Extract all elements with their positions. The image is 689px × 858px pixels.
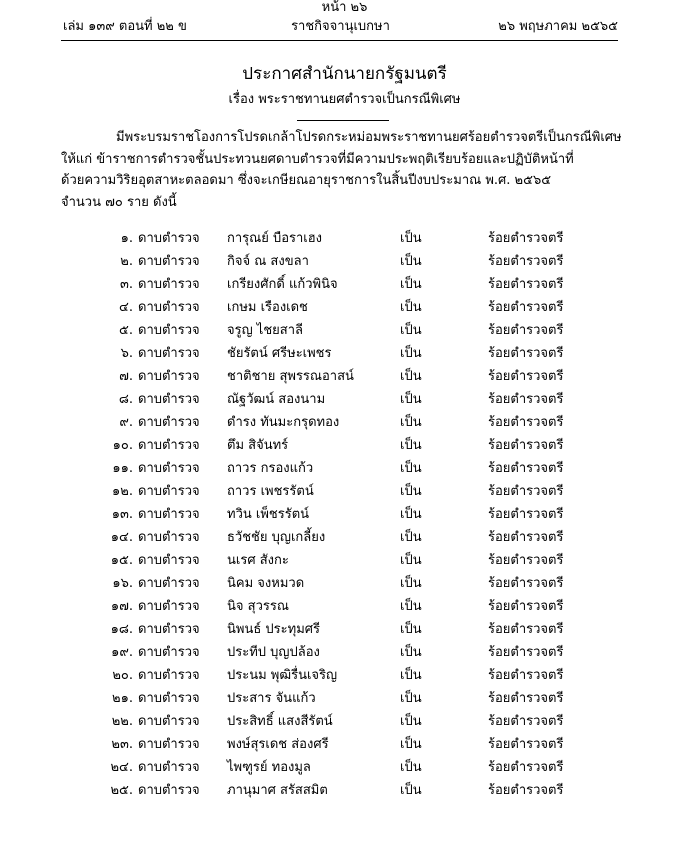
- list-item: [0, 411, 689, 434]
- gazette-header: [63, 18, 618, 36]
- entry-number: ๒๒.: [111, 714, 133, 729]
- entry-name: ประทีป บุญปล้อง: [227, 645, 320, 660]
- list-item: [0, 342, 689, 365]
- entry-rank: ดาบตำรวจ: [138, 415, 200, 430]
- entry-rank: ดาบตำรวจ: [138, 484, 200, 499]
- entry-as: เป็น: [400, 369, 422, 384]
- list-item: [0, 457, 689, 480]
- entry-number: ๗.: [119, 369, 133, 384]
- entry-name: นเรศ สังกะ: [227, 553, 289, 568]
- entry-number: ๑๐.: [112, 438, 133, 453]
- list-item: [0, 365, 689, 388]
- entry-number: ๑๑.: [112, 461, 133, 476]
- entry-rank: ดาบตำรวจ: [138, 231, 200, 246]
- entry-new-rank: ร้อยตำรวจตรี: [488, 691, 564, 706]
- entry-new-rank: ร้อยตำรวจตรี: [488, 231, 564, 246]
- entry-as: เป็น: [400, 231, 422, 246]
- entry-rank: ดาบตำรวจ: [138, 392, 200, 407]
- entry-number: ๔.: [119, 300, 133, 315]
- body-line: ให้แก่ ข้าราชการตำรวจชั้นประทวนยศดาบตำรวจที่มีความประพฤติเรียบร้อยและปฏิบัติหน้าที่: [61, 151, 574, 167]
- entry-number: ๒๕.: [110, 783, 133, 798]
- publication-name: ราชกิจจานุเบกษา: [291, 19, 390, 34]
- entry-as: เป็น: [400, 599, 422, 614]
- entry-new-rank: ร้อยตำรวจตรี: [488, 323, 564, 338]
- entry-rank: ดาบตำรวจ: [138, 277, 200, 292]
- promotion-list: [0, 227, 689, 802]
- entry-new-rank: ร้อยตำรวจตรี: [488, 530, 564, 545]
- list-item: [0, 664, 689, 687]
- entry-rank: ดาบตำรวจ: [138, 760, 200, 775]
- entry-number: ๒๓.: [111, 737, 133, 752]
- entry-new-rank: ร้อยตำรวจตรี: [488, 645, 564, 660]
- entry-as: เป็น: [400, 323, 422, 338]
- entry-number: ๕.: [119, 323, 133, 338]
- list-item: [0, 756, 689, 779]
- entry-name: ประสิทธิ์ แสงสีรัตน์: [227, 714, 333, 729]
- entry-rank: ดาบตำรวจ: [138, 530, 200, 545]
- entry-rank: ดาบตำรวจ: [138, 323, 200, 338]
- entry-name: กิจจ์ ณ สงขลา: [227, 254, 309, 269]
- entry-new-rank: ร้อยตำรวจตรี: [488, 461, 564, 476]
- entry-name: ตึม สิจันทร์: [227, 438, 289, 453]
- entry-new-rank: ร้อยตำรวจตรี: [488, 622, 564, 637]
- entry-as: เป็น: [400, 346, 422, 361]
- entry-name: ดำรง ทันมะกรุดทอง: [227, 415, 340, 430]
- entry-as: เป็น: [400, 668, 422, 683]
- entry-number: ๑๔.: [110, 530, 133, 545]
- entry-as: เป็น: [400, 530, 422, 545]
- entry-name: ประสาร จันแก้ว: [227, 691, 316, 706]
- entry-name: ภานุมาศ สรัสสมิต: [227, 783, 328, 798]
- announcement-subject: เรื่อง พระราชทานยศตำรวจเป็นกรณีพิเศษ: [228, 92, 461, 107]
- list-item: [0, 273, 689, 296]
- entry-new-rank: ร้อยตำรวจตรี: [488, 737, 564, 752]
- entry-as: เป็น: [400, 507, 422, 522]
- list-item: [0, 227, 689, 250]
- entry-number: ๖.: [120, 346, 133, 361]
- entry-number: ๑๖.: [112, 576, 133, 591]
- entry-as: เป็น: [400, 392, 422, 407]
- entry-name: ชัยรัตน์ ศรีษะเพชร: [227, 346, 332, 361]
- entry-number: ๓.: [119, 277, 133, 292]
- list-item: [0, 595, 689, 618]
- entry-rank: ดาบตำรวจ: [138, 737, 200, 752]
- entry-new-rank: ร้อยตำรวจตรี: [488, 346, 564, 361]
- entry-rank: ดาบตำรวจ: [138, 783, 200, 798]
- volume-issue: เล่ม ๑๓๙ ตอนที่ ๒๒ ข: [63, 19, 187, 34]
- entry-number: ๑๘.: [110, 622, 133, 637]
- entry-name: ประนม พุฒิรื่นเจริญ: [227, 668, 338, 683]
- entry-rank: ดาบตำรวจ: [138, 576, 200, 591]
- entry-rank: ดาบตำรวจ: [138, 714, 200, 729]
- entry-as: เป็น: [400, 438, 422, 453]
- entry-as: เป็น: [400, 300, 422, 315]
- entry-rank: ดาบตำรวจ: [138, 507, 200, 522]
- entry-name: นิพนธ์ ประทุมศรี: [227, 622, 320, 637]
- entry-name: นิจ สุวรรณ: [227, 599, 289, 614]
- list-item: [0, 549, 689, 572]
- entry-as: เป็น: [400, 737, 422, 752]
- list-item: [0, 480, 689, 503]
- entry-number: ๑๒.: [112, 484, 133, 499]
- entry-new-rank: ร้อยตำรวจตรี: [488, 760, 564, 775]
- list-item: [0, 526, 689, 549]
- entry-new-rank: ร้อยตำรวจตรี: [488, 277, 564, 292]
- entry-new-rank: ร้อยตำรวจตรี: [488, 599, 564, 614]
- entry-new-rank: ร้อยตำรวจตรี: [488, 507, 564, 522]
- list-item: [0, 388, 689, 411]
- entry-as: เป็น: [400, 277, 422, 292]
- entry-number: ๒๑.: [112, 691, 133, 706]
- entry-new-rank: ร้อยตำรวจตรี: [488, 484, 564, 499]
- subject-divider: [297, 120, 389, 121]
- entry-name: ถาวร กรองแก้ว: [227, 461, 314, 476]
- entry-name: นิคม จงหมวด: [227, 576, 305, 591]
- entry-name: ถาวร เพชรรัตน์: [227, 484, 314, 499]
- list-item: [0, 687, 689, 710]
- list-item: [0, 641, 689, 664]
- entry-rank: ดาบตำรวจ: [138, 254, 200, 269]
- entry-rank: ดาบตำรวจ: [138, 645, 200, 660]
- entry-as: เป็น: [400, 645, 422, 660]
- entry-number: ๒๐.: [112, 668, 133, 683]
- entry-name: ทวิน เพ็ชรรัตน์: [227, 507, 310, 522]
- entry-as: เป็น: [400, 783, 422, 798]
- entry-as: เป็น: [400, 714, 422, 729]
- entry-rank: ดาบตำรวจ: [138, 599, 200, 614]
- entry-number: ๑๕.: [110, 553, 133, 568]
- entry-name: ชาติชาย สุพรรณอาสน์: [227, 369, 354, 384]
- entry-rank: ดาบตำรวจ: [138, 691, 200, 706]
- entry-rank: ดาบตำรวจ: [138, 346, 200, 361]
- entry-as: เป็น: [400, 254, 422, 269]
- entry-new-rank: ร้อยตำรวจตรี: [488, 783, 564, 798]
- list-item: [0, 503, 689, 526]
- entry-rank: ดาบตำรวจ: [138, 622, 200, 637]
- entry-new-rank: ร้อยตำรวจตรี: [488, 300, 564, 315]
- announcement-body: [61, 127, 622, 213]
- entry-rank: ดาบตำรวจ: [138, 553, 200, 568]
- list-item: [0, 250, 689, 273]
- entry-new-rank: ร้อยตำรวจตรี: [488, 254, 564, 269]
- entry-name: จรูญ ไชยสาลี: [227, 323, 303, 338]
- entry-name: ณัฐวัฒน์ สองนาม: [227, 392, 326, 407]
- list-item: [0, 733, 689, 756]
- entry-new-rank: ร้อยตำรวจตรี: [488, 714, 564, 729]
- list-item: [0, 779, 689, 802]
- entry-name: การุณย์ บือราเฮง: [227, 231, 323, 246]
- entry-as: เป็น: [400, 622, 422, 637]
- entry-rank: ดาบตำรวจ: [138, 300, 200, 315]
- entry-new-rank: ร้อยตำรวจตรี: [488, 392, 564, 407]
- list-item: [0, 296, 689, 319]
- entry-as: เป็น: [400, 691, 422, 706]
- entry-as: เป็น: [400, 415, 422, 430]
- entry-number: ๘.: [118, 392, 133, 407]
- publication-date: ๒๖ พฤษภาคม ๒๕๖๕: [498, 19, 618, 34]
- list-item: [0, 434, 689, 457]
- entry-rank: ดาบตำรวจ: [138, 369, 200, 384]
- entry-number: ๙.: [119, 415, 133, 430]
- entry-new-rank: ร้อยตำรวจตรี: [488, 668, 564, 683]
- entry-new-rank: ร้อยตำรวจตรี: [488, 369, 564, 384]
- entry-new-rank: ร้อยตำรวจตรี: [488, 438, 564, 453]
- entry-name: ธวัชชัย บุญเกลี้ยง: [227, 530, 326, 545]
- entry-number: ๑.: [120, 231, 133, 246]
- entry-as: เป็น: [400, 553, 422, 568]
- entry-name: พงษ์สุรเดช ส่องศรี: [227, 737, 329, 752]
- entry-rank: ดาบตำรวจ: [138, 461, 200, 476]
- page-number: หน้า ๒๖: [321, 0, 368, 15]
- entry-as: เป็น: [400, 484, 422, 499]
- list-item: [0, 319, 689, 342]
- entry-new-rank: ร้อยตำรวจตรี: [488, 415, 564, 430]
- entry-name: เกรียงศักดิ์ แก้วพินิจ: [227, 277, 338, 292]
- announcement-title: ประกาศสำนักนายกรัฐมนตรี: [242, 64, 447, 84]
- entry-as: เป็น: [400, 576, 422, 591]
- list-item: [0, 618, 689, 641]
- entry-name: เกษม เรืองเดช: [227, 300, 308, 315]
- body-line: จำนวน ๗๐ ราย ดังนี้: [61, 194, 177, 210]
- entry-number: ๑๓.: [111, 507, 133, 522]
- entry-as: เป็น: [400, 461, 422, 476]
- list-item: [0, 710, 689, 733]
- entry-number: ๑๙.: [111, 645, 133, 660]
- list-item: [0, 572, 689, 595]
- entry-number: ๒.: [120, 254, 133, 269]
- entry-new-rank: ร้อยตำรวจตรี: [488, 553, 564, 568]
- header-divider: [61, 40, 618, 41]
- entry-rank: ดาบตำรวจ: [138, 438, 200, 453]
- entry-rank: ดาบตำรวจ: [138, 668, 200, 683]
- body-line: มีพระบรมราชโองการโปรดเกล้าโปรดกระหม่อมพระราชทานยศร้อยตำรวจตรีเป็นกรณีพิเศษ: [116, 130, 622, 145]
- entry-as: เป็น: [400, 760, 422, 775]
- body-line: ด้วยความวิริยอุตสาหะตลอดมา ซึ่งจะเกษียณอายุราชการในสิ้นปีงบประมาณ พ.ศ. ๒๕๖๕: [61, 173, 552, 188]
- entry-name: ไพฑูรย์ ทองมูล: [227, 760, 311, 775]
- entry-number: ๑๗.: [110, 599, 133, 614]
- entry-number: ๒๔.: [110, 760, 133, 775]
- entry-new-rank: ร้อยตำรวจตรี: [488, 576, 564, 591]
